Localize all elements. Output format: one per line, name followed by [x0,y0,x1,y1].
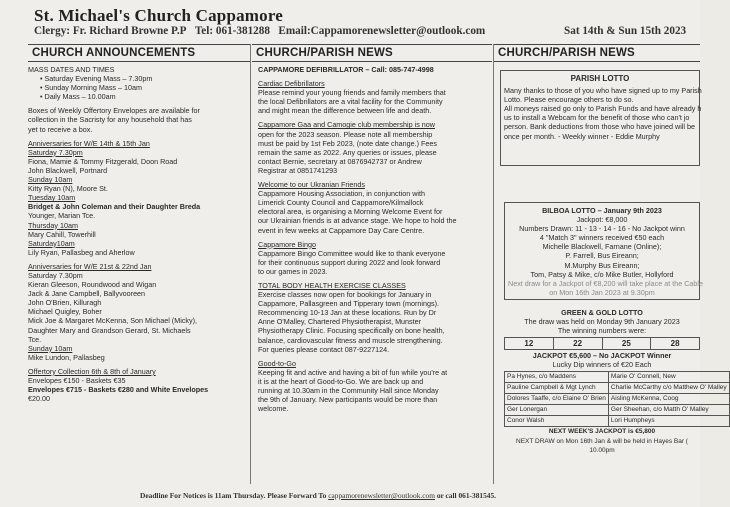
text-line: collection in the Sacristy for any household that has [28,115,192,125]
winner-cell: Pa Hynes, c/o Maddens [505,372,609,383]
text-line: the 9th of January. New participants would be more than [258,395,438,405]
telephone-text: Tel: 061-381288 [194,25,270,37]
text-line: Tce. [28,334,42,344]
table-row [505,372,730,383]
text-line: person. Bank deductions from those who have joined will be [504,122,695,132]
text-line: Cardiac Defibrillators [258,79,325,89]
parish-news-2-heading: CHURCH/PARISH NEWS [494,44,700,62]
parish-news-heading: CHURCH/PARISH NEWS [252,44,492,62]
footer-deadline [140,491,496,500]
text-line: Offertory Collection 6th & 8th of January [28,366,156,376]
text-line: Physiotherapy Clinic. Focusing specifically on bone health, [258,326,445,336]
text-line: once per month. - Weekly winner - Eddie Murphy [504,131,660,141]
clergy-text: Clergy: Fr. Richard Browne P.P [34,25,187,37]
text-line: Many thanks to those of you who have signed up to my Parish [504,86,702,96]
text-line: contact Bernie, secretary at 0876942737 or Andrew [258,156,422,166]
column-parish-news-2 [494,44,727,484]
text-line: for their continuous support during 2022 and look forward [258,257,441,267]
text-line: Saturday 7.30pm [28,147,83,157]
text-line: Envelopes €150 - Baskets €35 [28,376,126,385]
text-line: Boxes of Weekly Offertory Envelopes are available for [28,106,200,116]
winner-cell: Charlie McCarthy c/o Matthew O' Malley [608,383,729,394]
column-parish-news [252,44,492,484]
bilboa-lotto-title: BILBOA LOTTO – January 9th 2023 [542,206,662,215]
winning-number: 28 [651,338,700,350]
winner-cell: Dolores Taaffe, c/o Elaine O' Brien [505,394,609,405]
text-line: the local Defibrillators are a vital facility for the Community [258,97,443,107]
text-line: electoral area, is organising a Morning Welcome Event for [258,207,443,217]
table-row [505,405,730,416]
text-line: Daughter Mary and Grandson Gerard, St. Michaels [28,325,191,335]
winning-number: 25 [602,338,651,350]
text-line: Numbers Drawn: 11 - 13 - 14 - 16 - No Jackpot winn [519,224,685,234]
text-line: Keeping fit and active and having a bit of fun while you're at [258,367,448,377]
text-line: Michael Quigley, Boher [28,307,102,317]
text-line: TOTAL BODY HEALTH EXERCISE CLASSES [258,280,406,290]
green-gold-draw-date: The draw was held on Monday 9th January 2023 [524,317,680,327]
winner-cell: Ger Lonergan [505,405,609,416]
text-line: Cappamore Bingo Committee would like to thank everyone [258,248,446,258]
text-line: • Daily Mass – 10.00am [40,92,116,102]
winner-cell: Aisling McKenna, Coog [608,394,729,405]
parish-lotto-box [500,70,700,166]
text-line: Lotto. Please encourage others to do so. [504,95,634,105]
text-line: our Ukrainian friends is at advance stage. We hope to hold the [258,216,457,226]
winner-cell: Marie O' Connell, New [608,372,729,383]
winner-cell: Ger Sheehan, c/o Matth O' Malley [608,405,729,416]
text-line: Cappamore, Pallasgreen and Tipperary town (mornings). [258,299,439,309]
text-line: Next draw for a Jackpot of €8,200 will take place at the Cable [508,278,703,288]
winner-cell: Lori Humpheys [608,416,729,427]
text-line: Younger, Marian Tce. [28,211,96,221]
text-line: €20.00 [28,394,50,404]
winning-number: 12 [505,338,554,350]
text-line: Cappamore Gaa and Camogie club membership is now [258,120,435,130]
text-line: Saturday 7.30pm [28,270,83,280]
text-line: Envelopes €715 - Baskets €280 and White Envelopes [28,385,209,395]
text-line: Bridget & John Coleman and their Daughter Breda [28,202,201,212]
green-gold-title: GREEN & GOLD LOTTO [561,308,643,317]
parish-news-body [252,65,492,413]
green-gold-numbers-label: The winning numbers were: [557,326,647,336]
text-line: Limerick County Council and Cappamore/Kilmallock [258,198,424,208]
text-line: to our games in 2023. [258,266,328,276]
text-line: All moneys raised go only to Parish Funds and have already h [504,104,702,114]
masthead-contact-line [34,25,687,37]
text-line: us to install a Webcam for the benefit of those who can't jo [504,113,690,123]
email-text: Email:Cappamorenewsletter@outlook.com [278,25,486,37]
text-line: must be paid by 1st Feb 2023, (note date change.) Fees [258,138,437,148]
text-line: yet to receive a box. [28,124,93,134]
text-line: Thursday 10am [28,220,78,230]
table-row [505,394,730,405]
bilboa-lotto-text [508,215,703,297]
text-line: MASS DATES AND TIMES [28,65,115,74]
text-line: it is at the heart of Good-to-Go. We are back up and [258,376,424,386]
column-divider [250,44,251,484]
text-line: Welcome to our Ukranian Friends [258,180,365,190]
footer-tail: or call 061-381545. [436,491,497,500]
text-line: Cappamore Bingo [258,239,316,249]
text-line: event in few weeks at Cappamore Day Care Centre. [258,225,425,235]
text-line: M.Murphy Bus Eireann; [564,260,640,270]
text-line: remain the same as 2022. Any queries or issues, please [258,147,437,157]
text-line: CAPPAMORE DEFIBRILLATOR – Call: 085-747-4998 [258,65,434,74]
column-announcements [28,44,250,484]
table-row [505,383,730,394]
text-line: Anne O'Malley, Chartered Physiotherapist, Munster [258,317,422,327]
text-line: • Sunday Morning Mass – 10am [40,83,142,93]
lucky-dip-winners-table [504,371,730,427]
newsletter-title: St. Michael's Church Cappamore [34,6,284,25]
winner-cell: Conor Walsh [505,416,609,427]
next-draw-line-1: NEXT DRAW on Mon 16th Jan & will be held in Hayes Bar ( [516,437,688,445]
text-line: Cappamore Housing Association, in conjunction with [258,189,426,199]
text-line: Tuesday 10am [28,193,76,203]
green-gold-lotto [494,308,727,455]
text-line: running at 10.30am in the Community Hall since Monday [258,386,439,395]
text-line: Recommencing 10-13 Jan at these locations. Run by Dr [258,308,437,318]
parish-lotto-title: PARISH LOTTO [570,74,630,83]
text-line: Mary Cahill, Towerhill [28,229,96,239]
announcements-body [28,65,250,403]
text-line: Kitty Ryan (N), Moore St. [28,184,108,194]
text-line: Fiona, Mamie & Tommy Fitzgerald, Doon Road [28,156,178,166]
text-line: on Mon 16th Jan 2023 at 9.30pm [549,287,655,297]
footer-text: Deadline For Notices is 11am Thursday. Please Forward To [140,491,327,500]
text-line: Michelle Blackwell, Farnane (Online); [542,242,662,252]
text-line: welcome. [258,404,289,414]
next-draw-line-2: 10.00pm [589,446,615,454]
text-line: open for the 2023 season. Please note all membership [258,129,433,139]
text-line: and might mean the difference between life and death. [258,106,432,116]
issue-date: Sat 14th & Sun 15th 2023 [564,25,687,37]
text-line: Mick Joe & Margaret McKenna, Son Michael (Micky), [28,316,197,326]
text-line: Kieran Gleeson, Roundwood and Wigan [28,280,157,290]
bilboa-lotto-box [504,202,703,300]
text-line: Please remind your young friends and family members that [258,88,446,98]
text-line: • Saturday Evening Mass – 7.30pm [40,74,153,84]
text-line: Saturday10am [28,238,75,248]
lucky-dip-label: Lucky Dip winners of €20 Each [552,360,652,370]
text-line: Lily Ryan, Pallasbeg and Aherlow [28,247,135,257]
parish-lotto-text [504,86,702,141]
text-line: 4 "Match 3" winners received €50 each [539,233,665,243]
table-row [505,416,730,427]
text-line: Sunday 10am [28,343,73,353]
announcements-heading: CHURCH ANNOUNCEMENTS [28,44,250,62]
text-line: Anniversaries for W/E 14th & 15th Jan [28,138,150,148]
text-line: Registrar at 0851741293 [258,165,338,175]
text-line: Mike Lundon, Pallasbeg [28,352,105,362]
footer-email-link[interactable]: cappamorenewsletter@outlook.com [328,491,435,500]
text-line: Good-to-Go [258,358,296,368]
text-line: For queries please contact 087-9227124. [258,344,390,354]
green-gold-jackpot: JACKPOT €5,600 – No JACKPOT Winner [532,351,672,361]
text-line: Tom, Patsy & Mike, c/o Mike Butler, Hollyford [530,269,674,279]
next-jackpot: NEXT WEEK'S JACKPOT is €5,800 [548,428,656,436]
text-line: balance, cardiovascular fitness and muscle strengthening. [258,335,443,345]
text-line: Jackpot: €8,000 [576,215,628,225]
text-line: Jack & Jane Campbell, Ballyvooreen [28,289,146,299]
text-line: John Blackwell, Portnard [28,165,108,175]
text-line: P. Farrell, Bus Eireann; [565,251,639,261]
text-line: Sunday 10am [28,175,73,185]
text-line: John O'Brien, Killuragh [28,298,102,308]
winner-cell: Pauline Campbell & Mgt Lynch [505,383,609,394]
winning-numbers-table [504,337,700,350]
text-line: Anniversaries for W/E 21st & 22nd Jan [28,261,152,271]
text-line: Exercise classes now open for bookings for January in [258,290,432,300]
winning-number: 22 [553,338,602,350]
